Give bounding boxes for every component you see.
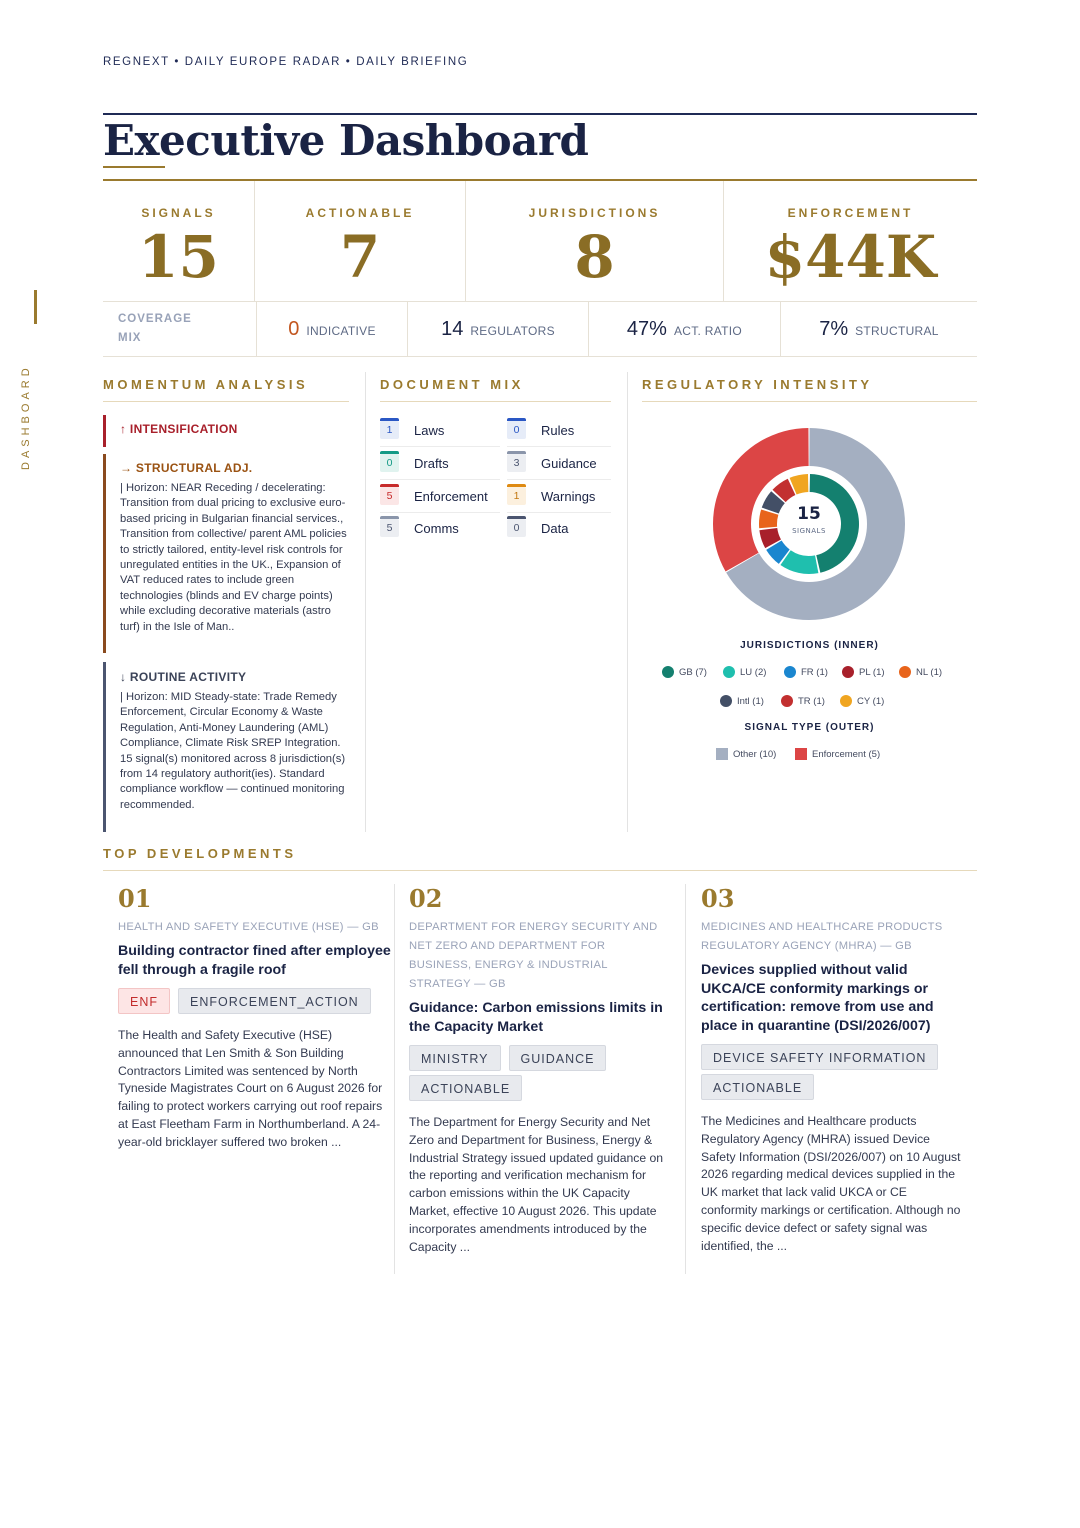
- coverage-indicative: [257, 302, 408, 356]
- outer-legend-title: SIGNAL TYPE (OUTER): [744, 722, 875, 733]
- document-count-badge: 1: [380, 421, 399, 439]
- legend-label: NL (1): [916, 666, 943, 678]
- document-type-label: Laws: [414, 422, 445, 438]
- coverage-value: 0: [288, 317, 300, 340]
- kpi-label: JURISDICTIONS: [528, 206, 661, 220]
- coverage-structural: [781, 302, 977, 356]
- document-mix-rule: [380, 401, 611, 402]
- coverage-mix-label: [103, 302, 257, 356]
- development-card[interactable]: [118, 884, 393, 1152]
- document-type-label: Enforcement: [414, 488, 488, 504]
- tag-actionable: ACTIONABLE: [409, 1075, 522, 1101]
- development-card[interactable]: [701, 884, 963, 1255]
- document-count-badge: 0: [507, 421, 526, 439]
- document-mix-item: [380, 421, 495, 439]
- tag-enf: ENF: [118, 988, 170, 1014]
- legend-swatch: [842, 666, 854, 678]
- development-source: HEALTH AND SAFETY EXECUTIVE (HSE) — GB: [118, 921, 379, 933]
- development-tags: [409, 1045, 671, 1101]
- breadcrumb: REGNEXT • DAILY EUROPE RADAR • DAILY BRIEFING: [103, 56, 469, 68]
- document-type-label: Comms: [414, 520, 459, 536]
- tag-actionable: ACTIONABLE: [701, 1074, 814, 1100]
- page-title: Executive Dashboard: [103, 116, 589, 165]
- document-mix-item: [507, 454, 622, 472]
- legend-item: [842, 666, 885, 678]
- kpi-jurisdictions: [466, 181, 724, 301]
- development-source: MEDICINES AND HEALTHCARE PRODUCTS REGULATORY AGENCY (MHRA) — GB: [701, 921, 943, 952]
- development-number: 01: [118, 884, 152, 913]
- donut-center-value: 15: [797, 504, 821, 524]
- inner-ring: [759, 474, 859, 574]
- regulatory-intensity-donut: [709, 424, 909, 624]
- momentum-head: → STRUCTURAL ADJ.: [120, 461, 253, 475]
- development-tags: [701, 1044, 963, 1100]
- momentum-head: ↓ ROUTINE ACTIVITY: [120, 670, 247, 684]
- momentum-structural: [103, 454, 349, 653]
- document-type-label: Rules: [541, 422, 575, 438]
- outer-ring: [713, 428, 905, 620]
- coverage-mix-text: COVERAGE MIX: [118, 313, 192, 344]
- legend-item: [899, 666, 942, 678]
- document-mix-item: [507, 487, 622, 505]
- document-count-badge: 1: [507, 487, 526, 505]
- document-type-label: Guidance: [541, 455, 597, 471]
- kpi-value: 7: [339, 223, 381, 291]
- column-divider: [365, 372, 366, 832]
- legend-swatch: [716, 748, 728, 760]
- document-mix-item: [507, 421, 622, 439]
- development-title[interactable]: Devices supplied without valid UKCA/CE conformity markings or certification: remove from use and place in quarantine (DSI/2026/007): [701, 962, 934, 1034]
- tag-ministry: MINISTRY: [409, 1045, 501, 1071]
- coverage-label: ACT. RATIO: [673, 324, 743, 338]
- legend-item: [723, 666, 766, 678]
- momentum-analysis-title: MOMENTUM ANALYSIS: [103, 377, 309, 392]
- column-divider: [394, 884, 395, 1274]
- development-card[interactable]: [409, 884, 671, 1256]
- legend-item: [716, 748, 776, 760]
- development-summary: The Department for Energy Security and Net Zero and Department for Business, Energy & Industrial Strategy issued updated guidance on the reporting and verification mechanism for carbon emissions within the UK Capacity Market, effective 10 August 2026. This update incorporates amendments introduced by the Capacity ...: [409, 1115, 664, 1254]
- coverage-act-ratio: [589, 302, 781, 356]
- momentum-body: | Horizon: MID Steady-state: Trade Remedy Enforcement, Circular Economy & Waste Regulation, Anti-Money Laundering (AML) Compliance, Climate Risk SREP Integration. 15 signal(s) monitored across 8 jurisdiction(s) from 14 regulatory authorit(ies). Standard compliance workflow — continued monitoring recommended.: [120, 691, 346, 811]
- document-count-badge: 5: [380, 519, 399, 537]
- legend-label: Intl (1): [737, 695, 764, 707]
- kpi-row: [103, 181, 977, 302]
- legend-label: CY (1): [857, 695, 885, 707]
- side-section-label: DASHBOARD: [20, 364, 32, 470]
- legend-swatch: [784, 666, 796, 678]
- tag-device-safety-information: DEVICE SAFETY INFORMATION: [701, 1044, 938, 1070]
- column-divider: [627, 372, 628, 832]
- coverage-value: 14: [441, 317, 464, 340]
- development-tags: [118, 988, 393, 1014]
- document-row-divider: [507, 446, 611, 447]
- document-row-divider: [507, 479, 611, 480]
- document-mix-item: [380, 454, 495, 472]
- development-source: DEPARTMENT FOR ENERGY SECURITY AND NET ZERO AND DEPARTMENT FOR BUSINESS, ENERGY & INDUSTRIAL STRATEGY — GB: [409, 921, 658, 990]
- legend-label: LU (2): [740, 666, 767, 678]
- legend-item: [795, 748, 880, 760]
- coverage-value: 7%: [819, 317, 849, 340]
- inner-legend-title: JURISDICTIONS (INNER): [740, 640, 879, 651]
- legend-swatch: [781, 695, 793, 707]
- donut-slice-enforcement: [713, 428, 809, 571]
- document-count-badge: 0: [507, 519, 526, 537]
- momentum-rule: [103, 401, 349, 402]
- coverage-mix-row: [103, 302, 977, 357]
- title-underline: [103, 166, 165, 168]
- coverage-label: INDICATIVE: [306, 324, 376, 338]
- momentum-intensification: [103, 415, 349, 447]
- legend-swatch: [720, 695, 732, 707]
- document-row-divider: [380, 479, 500, 480]
- kpi-actionable: [255, 181, 466, 301]
- document-count-badge: 5: [380, 487, 399, 505]
- legend-label: GB (7): [679, 666, 707, 678]
- development-title[interactable]: Guidance: Carbon emissions limits in the Capacity Market: [409, 1000, 663, 1035]
- legend-label: TR (1): [798, 695, 825, 707]
- kpi-value: 8: [574, 223, 615, 291]
- legend-label: PL (1): [859, 666, 885, 678]
- document-count-badge: 0: [380, 454, 399, 472]
- tag-guidance: GUIDANCE: [509, 1045, 607, 1071]
- kpi-enforcement: [724, 181, 977, 301]
- document-type-label: Data: [541, 520, 569, 536]
- momentum-head: ↑ INTENSIFICATION: [120, 422, 238, 436]
- document-count-badge: 3: [507, 454, 526, 472]
- column-divider: [685, 884, 686, 1274]
- legend-item: [662, 666, 707, 678]
- side-accent-bar: [34, 290, 37, 324]
- legend-label: Other (10): [733, 748, 777, 760]
- legend-item: [784, 666, 828, 678]
- legend-item: [781, 695, 825, 707]
- document-mix-title: DOCUMENT MIX: [380, 377, 524, 392]
- kpi-value: 15: [138, 223, 219, 291]
- document-mix-item: [380, 519, 495, 537]
- legend-swatch: [840, 695, 852, 707]
- document-type-label: Warnings: [541, 488, 596, 504]
- coverage-value: 47%: [626, 317, 667, 340]
- legend-label: FR (1): [801, 666, 828, 678]
- kpi-label: ACTIONABLE: [305, 206, 415, 220]
- document-type-label: Drafts: [414, 455, 449, 471]
- document-row-divider: [380, 446, 500, 447]
- legend-item: [720, 695, 764, 707]
- title-top-rule: [103, 113, 977, 115]
- regulatory-intensity-rule: [642, 401, 977, 402]
- top-developments-title: TOP DEVELOPMENTS: [103, 846, 297, 861]
- legend-swatch: [662, 666, 674, 678]
- kpi-signals: [103, 181, 255, 301]
- regulatory-intensity-title: REGULATORY INTENSITY: [642, 377, 873, 392]
- legend-item: [840, 695, 884, 707]
- development-number: 03: [701, 884, 735, 913]
- coverage-label: STRUCTURAL: [855, 324, 939, 338]
- document-mix-item: [507, 519, 622, 537]
- kpi-label: SIGNALS: [141, 206, 216, 220]
- kpi-label: ENFORCEMENT: [787, 206, 914, 220]
- top-developments-rule: [103, 870, 977, 871]
- coverage-regulators: [408, 302, 589, 356]
- development-number: 02: [409, 884, 443, 913]
- momentum-routine: [103, 662, 349, 832]
- development-title[interactable]: Building contractor fined after employee fell through a fragile roof: [118, 943, 391, 978]
- document-row-divider: [380, 512, 500, 513]
- development-summary: The Health and Safety Executive (HSE) announced that Len Smith & Son Building Contractors Limited was sentenced by North Tyneside Magistrates Court on 6 August 2026 for failing to protect workers carrying out roof repairs at East Fleetham Farm in Northumberland. A 24-year-old bricklayer suffered two broken ...: [118, 1028, 383, 1149]
- document-mix-item: [380, 487, 495, 505]
- coverage-label: REGULATORS: [470, 324, 555, 338]
- development-summary: The Medicines and Healthcare products Regulatory Agency (MHRA) issued Device Safety Information (DSI/2026/007) on 10 August 2026 regarding medical devices supplied in the UK market that lack valid UKCA or CE conformity markings or certification. Although no specific device defect or safety signal was identified, the ...: [701, 1114, 961, 1253]
- kpi-value: $44K: [764, 223, 937, 291]
- legend-swatch: [723, 666, 735, 678]
- momentum-body: | Horizon: NEAR Receding / decelerating: Transition from dual pricing to exclusive euro-based pricing in Bulgarian financial services., Transition from collective/ parent AML policies to strictly tailored, entity-level risk controls for unregulated entities in the UK., Expansion of VAT reduced rates to include green technologies (blinds and EV charge points) while excluding decorative materials (astro turf) in the Isle of Man..: [120, 482, 347, 633]
- legend-swatch: [899, 666, 911, 678]
- tag-enforcement-action: ENFORCEMENT_ACTION: [178, 988, 371, 1014]
- document-row-divider: [507, 512, 611, 513]
- legend-swatch: [795, 748, 807, 760]
- legend-label: Enforcement (5): [812, 748, 881, 760]
- donut-center-label: SIGNALS: [792, 527, 826, 535]
